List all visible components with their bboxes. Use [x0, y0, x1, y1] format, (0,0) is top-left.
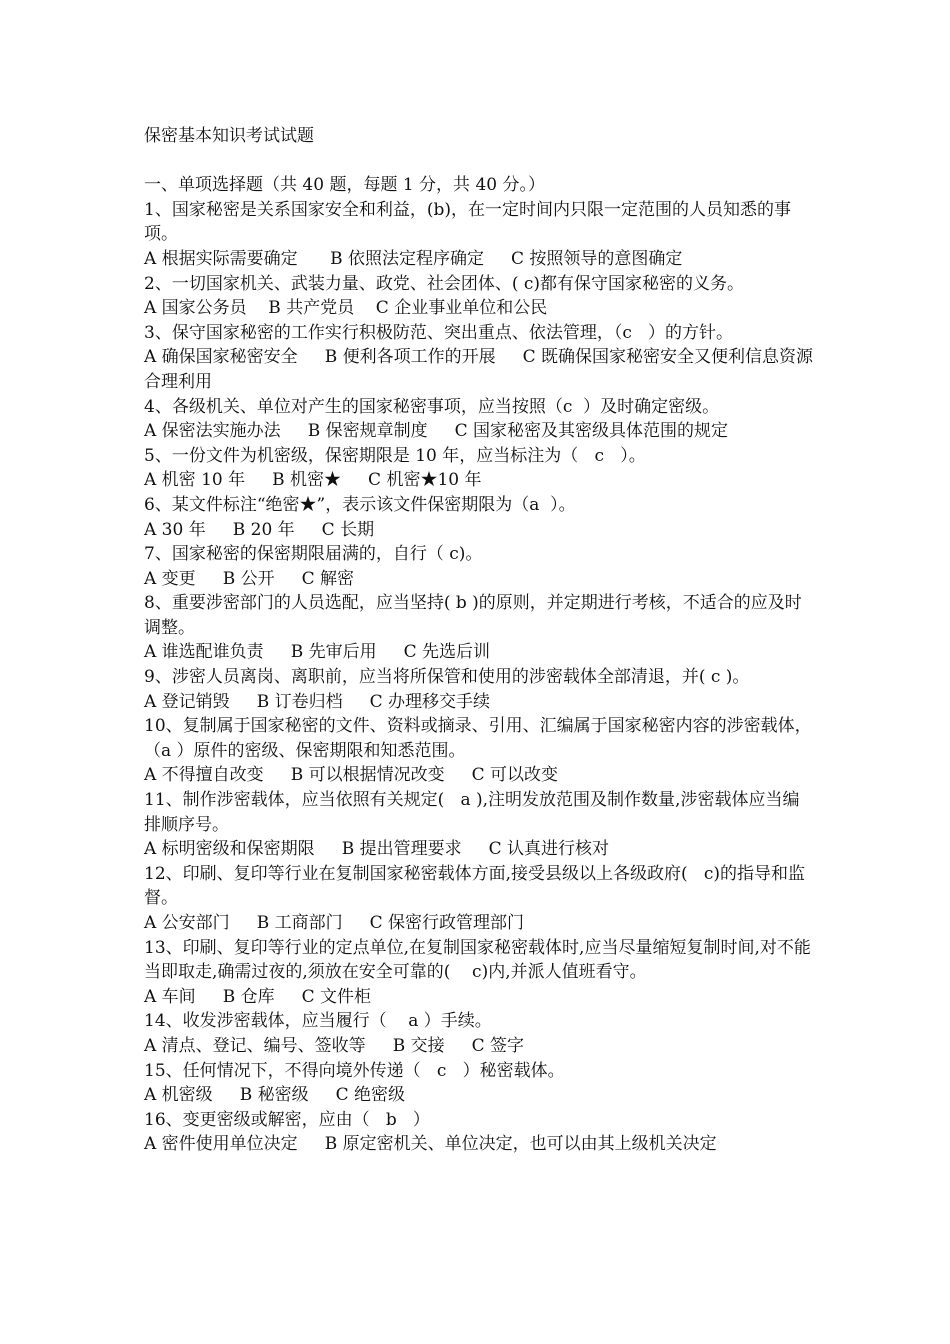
question-9-stem: 9、涉密人员离岗、离职前，应当将所保管和使用的涉密载体全部清退，并( c )。: [144, 667, 750, 688]
blank-line: [144, 149, 814, 174]
question-1-options: A 根据实际需要确定 B 依照法定程序确定 C 按照领导的意图确定: [144, 248, 683, 269]
question-4-options: A 保密法实施办法 B 保密规章制度 C 国家秘密及其密级具体范围的规定: [144, 421, 729, 442]
question-15-stem: 15、任何情况下，不得向境外传递（ c ）秘密载体。: [144, 1060, 565, 1081]
question-14-options: A 清点、登记、编号、签收等 B 交接 C 签字: [144, 1035, 525, 1056]
question-10-options: A 不得擅自改变 B 可以根据情况改变 C 可以改变: [144, 765, 559, 786]
question-4-stem: 4、各级机关、单位对产生的国家秘密事项，应当按照（c ）及时确定密级。: [144, 396, 720, 417]
question-16-options: A 密件使用单位决定 B 原定密机关、单位决定，也可以由其上级机关决定: [144, 1134, 717, 1155]
question-12-options: A 公安部门 B 工商部门 C 保密行政管理部门: [144, 913, 525, 933]
question-1-stem: 1、国家秘密是关系国家安全和利益，(b)，在一定时间内只限一定范围的人员知悉的事项。: [144, 199, 791, 245]
question-2-stem: 2、一切国家机关、武装力量、政党、社会团体、( c)都有保守国家秘密的义务。: [144, 273, 745, 294]
question-9-options: A 登记销毁 B 订卷归档 C 办理移交手续: [144, 691, 491, 712]
question-10-stem: 10、复制属于国家秘密的文件、资料或摘录、引用、汇编属于国家秘密内容的涉密载体，（a ）原件的密级、保密期限和知悉范围。: [144, 716, 812, 761]
question-3-stem: 3、保守国家秘密的工作实行积极防范、突出重点、依法管理，（c ）的方针。: [144, 322, 734, 343]
question-6-stem: 6、某文件标注“绝密★”，表示该文件保密期限为（a ）。: [144, 494, 576, 515]
question-11-options: A 标明密级和保密期限 B 提出管理要求 C 认真进行核对: [144, 839, 610, 860]
question-13-options: A 车间 B 仓库 C 文件柜: [144, 986, 372, 1007]
question-12-stem: 12、印刷、复印等行业在复制国家秘密载体方面,接受县级以上各级政府( c)的指导和监督。: [144, 863, 806, 909]
question-7-options: A 变更 B 公开 C 解密: [144, 568, 355, 589]
question-5-options: A 机密 10 年 B 机密★ C 机密★10 年: [144, 470, 482, 491]
question-6-options: A 30 年 B 20 年 C 长期: [144, 519, 375, 540]
question-13-stem: 13、印刷、复印等行业的定点单位,在复制国家秘密载体时,应当尽量缩短复制时间,对不能当即取走,确需过夜的,须放在安全可靠的( c)内,并派人值班看守。: [144, 937, 811, 983]
question-14-stem: 14、收发涉密载体，应当履行（ a ）手续。: [144, 1011, 492, 1032]
question-5-stem: 5、一份文件为机密级，保密期限是 10 年，应当标注为（ c ）。: [144, 445, 646, 466]
question-8-stem: 8、重要涉密部门的人员选配，应当坚持( b )的原则，并定期进行考核，不适合的应及时调整。: [144, 593, 802, 638]
document-page: [144, 124, 814, 1157]
question-list: [144, 198, 814, 1157]
question-2-options: A 国家公务员 B 共产党员 C 企业事业单位和公民: [144, 298, 548, 319]
question-8-options: A 谁选配谁负责 B 先审后用 C 先选后训: [144, 642, 491, 663]
question-11-stem: 11、制作涉密载体，应当依照有关规定( a ),注明发放范围及制作数量,涉密载体应当编排顺序号。: [144, 790, 800, 835]
question-7-stem: 7、国家秘密的保密期限届满的，自行（ c)。: [144, 544, 483, 565]
question-16-stem: 16、变更密级或解密，应由（ b ）: [144, 1109, 430, 1130]
question-15-options: A 机密级 B 秘密级 C 绝密级: [144, 1085, 406, 1106]
document-title: 保密基本知识考试试题: [144, 126, 314, 146]
section-heading: 一、单项选择题（共 40 题，每题 1 分，共 40 分。）: [144, 175, 546, 196]
question-3-options: A 确保国家秘密安全 B 便利各项工作的开展 C 既确保国家秘密安全又便利信息资源合理利用: [144, 347, 814, 392]
